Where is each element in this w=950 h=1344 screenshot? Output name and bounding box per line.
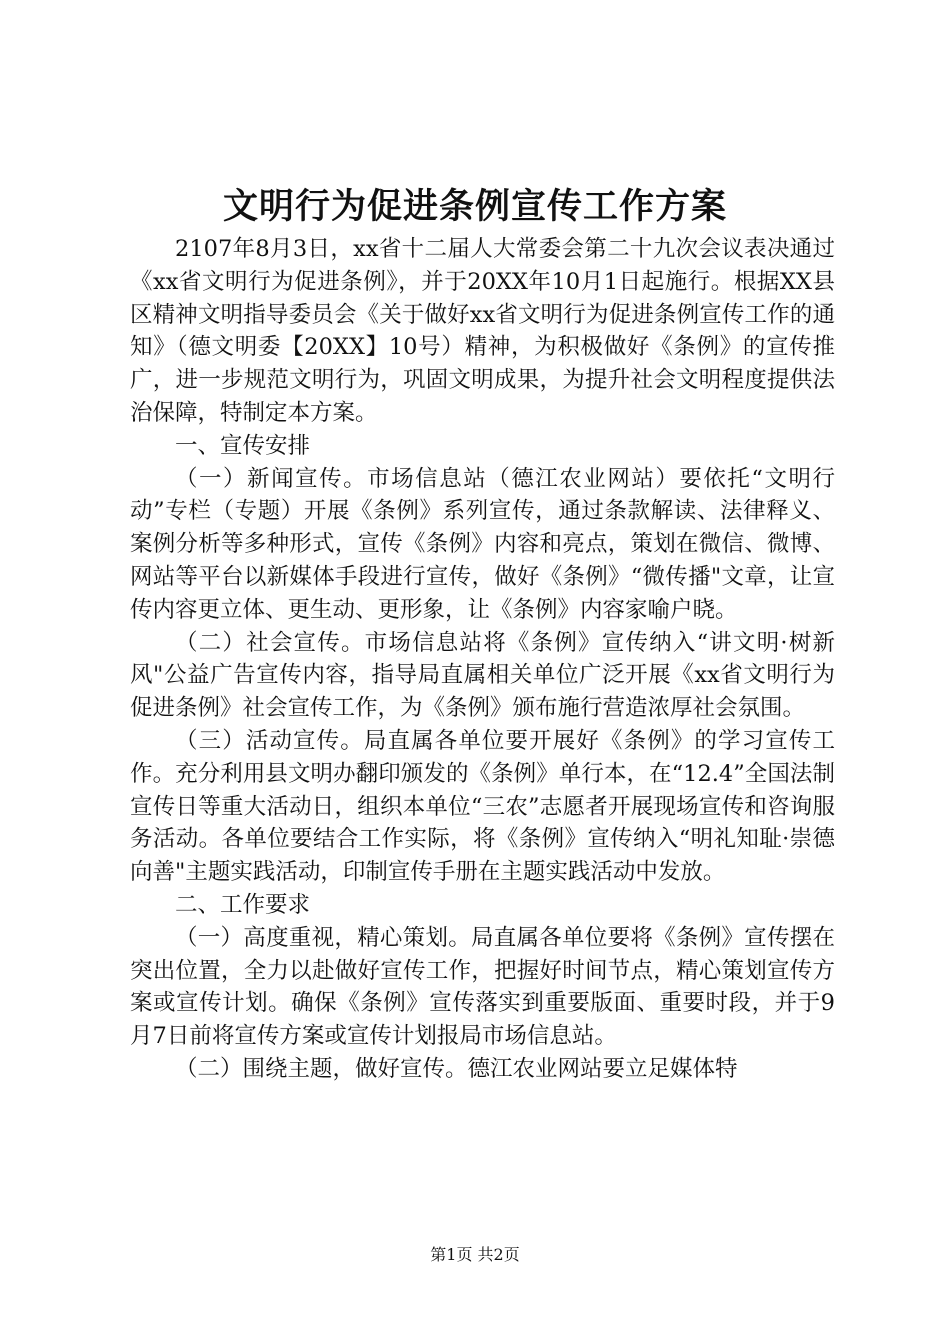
paragraph-social-publicity: （二）社会宣传。市场信息站将《条例》宣传纳入“讲文明·树新风"公益广告宣传内容，指导局直属相关单位广泛开展《xx省文明行为促进条例》社会宣传工作，为《条例》颁布施行营造浓厚社会氛围。 (130, 629, 835, 722)
page-number: 第1页 共2页 (430, 1245, 520, 1264)
document-title: 文明行为促进条例宣传工作方案 (222, 186, 727, 227)
section-heading-arrangement: 一、宣传安排 (175, 432, 311, 459)
section-heading-requirements: 二、工作要求 (175, 891, 311, 918)
intro-paragraph: 2107年8月3日，xx省十二届人大常委会第二十九次会议表决通过《xx省文明行为促进条例》，并于20XX年10月1日起施行。根据XX县区精神文明指导委员会《关于做好xx省文明行为促进条例宣传工作的通知》（德文明委【20XX】10号）精神，为积极做好《条例》的宣传推广，进一步规范文明行为，巩固文明成果，为提升社会文明程度提供法治保障，特制定本方案。 (130, 236, 835, 426)
paragraph-news-publicity: （一）新闻宣传。市场信息站（德江农业网站）要依托“文明行动”专栏（专题）开展《条例》系列宣传，通过条款解读、法律释义、案例分析等多种形式，宣传《条例》内容和亮点，策划在微信、微博、网站等平台以新媒体手段进行宣传，做好《条例》“微传播"文章，让宣传内容更立体、更生动、更形象，让《条例》内容家喻户晓。 (130, 465, 835, 623)
document-body (130, 233, 835, 1086)
paragraph-activity-publicity: （三）活动宣传。局直属各单位要开展好《条例》的学习宣传工作。充分利用县文明办翻印颁发的《条例》单行本，在“12.4”全国法制宣传日等重大活动日，组织本单位“三农”志愿者开展现场宣传和咨询服务活动。各单位要结合工作实际，将《条例》宣传纳入“明礼知耻·崇德向善"主题实践活动，印制宣传手册在主题实践活动中发放。 (130, 727, 835, 886)
paragraph-high-priority: （一）高度重视，精心策划。局直属各单位要将《条例》宣传摆在突出位置，全力以赴做好宣传工作，把握好时间节点，精心策划宣传方案或宣传计划。确保《条例》宣传落实到重要版面、重要时段，并于9月7日前将宣传方案或宣传计划报局市场信息站。 (130, 924, 835, 1050)
paragraph-theme-focus: （二）围绕主题，做好宣传。德江农业网站要立足媒体特 (175, 1055, 738, 1082)
